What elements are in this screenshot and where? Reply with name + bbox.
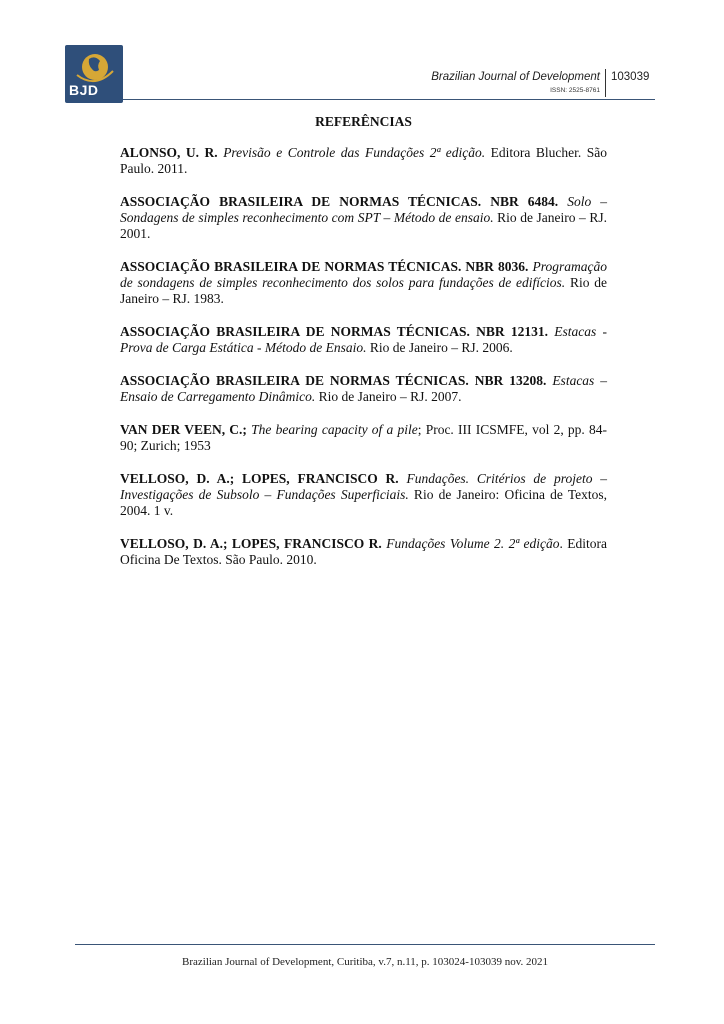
footer-rule (75, 944, 655, 945)
reference-bold-text: ALONSO, U. R. (120, 145, 218, 160)
reference-normal-text: Rio de Janeiro – RJ. 2001. (120, 210, 607, 241)
header-page-number: 103039 (611, 71, 650, 83)
page-footer: Brazilian Journal of Development, Curitiba, v.7, n.11, p. 103024-103039 nov. 2021 (182, 956, 548, 968)
header-issn: ISSN: 2525-8761 (550, 87, 600, 94)
reference-item (120, 536, 607, 568)
reference-bold-text: ASSOCIAÇÃO BRASILEIRA DE NORMAS TÉCNICAS. NBR 13208. (120, 373, 547, 388)
reference-italic-text: Previsão e Controle das Fundações 2ª edição. (223, 145, 486, 160)
reference-normal-text: Rio de Janeiro – RJ. 2006. (366, 340, 513, 355)
reference-bold-text: VELLOSO, D. A.; LOPES, FRANCISCO R. (120, 471, 399, 486)
reference-normal-text: . Editora Oficina De Textos. São Paulo. 2010. (120, 536, 607, 567)
reference-item (120, 373, 607, 405)
reference-item (120, 259, 607, 307)
reference-normal-text: Rio de Janeiro – RJ. 2007. (315, 389, 462, 404)
reference-bold-text: VAN DER VEEN, C.; (120, 422, 247, 437)
reference-list (120, 145, 607, 585)
header-divider (605, 69, 606, 97)
reference-italic-text: Programação de sondagens de simples reconhecimento dos solos para fundações de edifícios. (120, 259, 608, 290)
reference-italic-text: Fundações Volume 2. 2ª edição (386, 536, 560, 551)
reference-italic-text: Fundações. Critérios de projeto – Investigações de Subsolo – Fundações Superficiais. (120, 471, 607, 502)
reference-normal-text: ; Proc. III ICSMFE, vol 2, pp. 84-90; Zurich; 1953 (120, 422, 607, 453)
reference-bold-text: ASSOCIAÇÃO BRASILEIRA DE NORMAS TÉCNICAS. NBR 6484. (120, 194, 559, 209)
reference-normal-text (558, 194, 567, 209)
reference-item (120, 194, 607, 242)
reference-bold-text: ASSOCIAÇÃO BRASILEIRA DE NORMAS TÉCNICAS. NBR 8036. (120, 259, 529, 274)
reference-item (120, 422, 607, 454)
reference-bold-text: VELLOSO, D. A.; LOPES, FRANCISCO R. (120, 536, 382, 551)
reference-italic-text: Estacas – Ensaio de Carregamento Dinâmico. (120, 373, 608, 404)
header-rule (123, 99, 655, 100)
reference-normal-text: Rio de Janeiro: Oficina de Textos, 2004. 1 v. (120, 487, 607, 518)
reference-italic-text: Estacas - Prova de Carga Estática - Método de Ensaio. (120, 324, 608, 355)
reference-item (120, 145, 607, 177)
logo-text: BJD (69, 82, 99, 98)
section-heading: REFERÊNCIAS (315, 114, 412, 129)
header-journal-title: Brazilian Journal of Development (431, 71, 600, 83)
reference-normal-text: Editora Blucher. São Paulo. 2011. (120, 145, 607, 176)
journal-logo (65, 45, 123, 103)
reference-item (120, 471, 607, 519)
reference-item (120, 324, 607, 356)
reference-italic-text: The bearing capacity of a pile (251, 422, 418, 437)
reference-bold-text: ASSOCIAÇÃO BRASILEIRA DE NORMAS TÉCNICAS. NBR 12131. (120, 324, 549, 339)
reference-italic-text: Solo – Sondagens de simples reconhecimento com SPT – Método de ensaio. (120, 194, 608, 225)
reference-normal-text: Rio de Janeiro – RJ. 1983. (120, 275, 608, 306)
